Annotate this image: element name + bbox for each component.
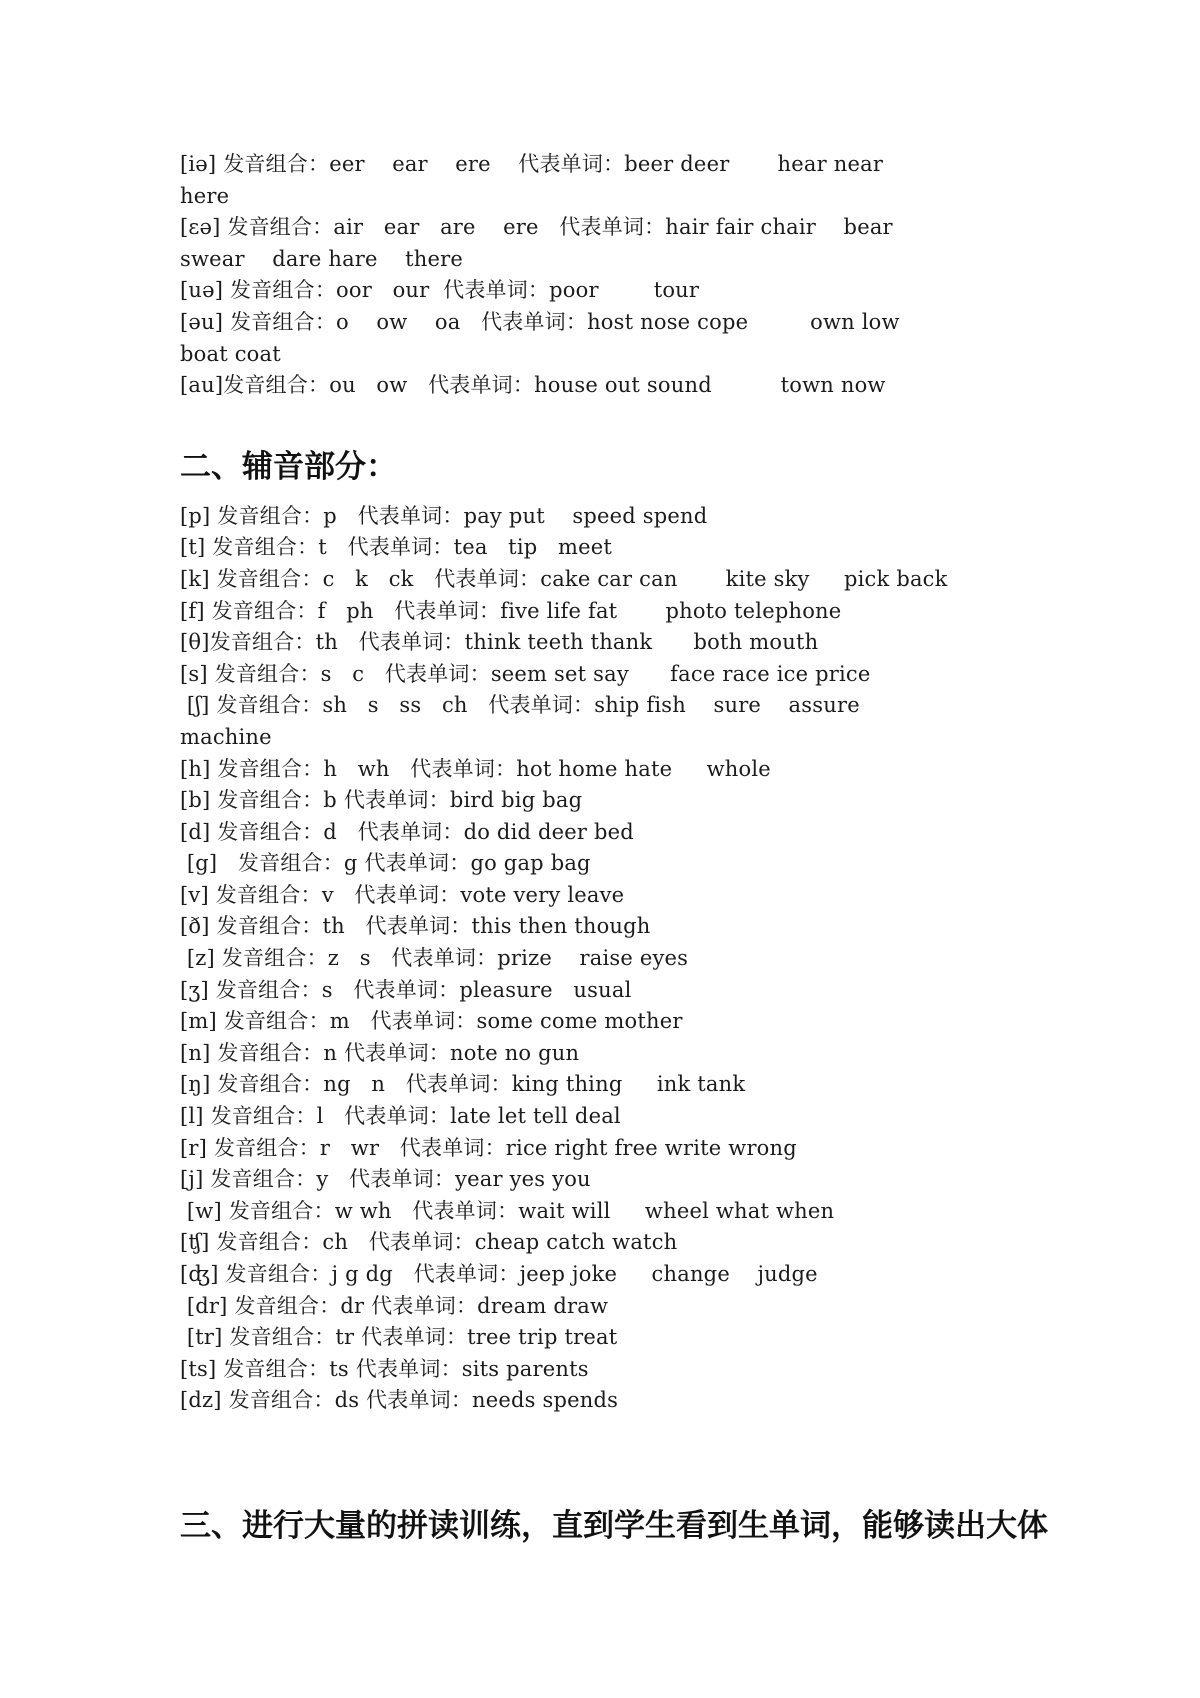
consonant-section xyxy=(180,501,1144,1417)
text-line: [əu] 发音组合：o ow oa 代表单词：host nose cope own low xyxy=(180,309,900,334)
text-line: [dz] 发音组合：ds 代表单词：needs spends xyxy=(180,1388,619,1413)
text-line: [b] 发音组合：b 代表单词：bird big bag xyxy=(180,788,583,813)
text-line: [l] 发音组合：l 代表单词：late let tell deal xyxy=(180,1104,621,1129)
text-line: [uə] 发音组合：oor our 代表单词：poor tour xyxy=(180,278,700,303)
text-line: swear dare hare there xyxy=(180,246,464,271)
text-line: [v] 发音组合：v 代表单词：vote very leave xyxy=(180,882,625,907)
text-line: [ts] 发音组合：ts 代表单词：sits parents xyxy=(180,1356,589,1381)
text-line: [d] 发音组合：d 代表单词：do did deer bed xyxy=(180,819,634,844)
text-line: [iə] 发音组合：eer ear ere 代表单词：beer deer hear near xyxy=(180,152,884,176)
text-line: [θ]发音组合：th 代表单词：think teeth thank both mouth xyxy=(180,630,819,655)
text-line: [j] 发音组合：y 代表单词：year yes you xyxy=(180,1167,591,1192)
consonant-section-heading: 二、辅音部分： xyxy=(180,448,397,485)
text-line: [g] 发音组合：g 代表单词：go gap bag xyxy=(180,851,591,876)
text-line: [f] 发音组合：f ph 代表单词：five life fat photo telephone xyxy=(180,598,842,623)
text-line: [ʤ] 发音组合：j g dg 代表单词：jeep joke change judge xyxy=(180,1262,818,1286)
text-line: [p] 发音组合：p 代表单词：pay put speed spend xyxy=(180,503,708,528)
text-line: [ɛə] 发音组合：air ear are ere 代表单词：hair fair chair bear xyxy=(180,215,893,240)
text-line: here xyxy=(180,183,230,208)
text-line: [au]发音组合：ou ow 代表单词：house out sound town now xyxy=(180,373,886,398)
text-line: [n] 发音组合：n 代表单词：note no gun xyxy=(180,1040,580,1065)
text-line: [s] 发音组合：s c 代表单词：seem set say face race ice price xyxy=(180,661,871,686)
text-line: [dr] 发音组合：dr 代表单词：dream draw xyxy=(180,1293,609,1318)
text-line: [ŋ] 发音组合：ng n 代表单词：king thing ink tank xyxy=(180,1072,746,1097)
text-line: [w] 发音组合：w wh 代表单词：wait will wheel what when xyxy=(180,1198,835,1223)
text-line: [z] 发音组合：z s 代表单词：prize raise eyes xyxy=(180,946,689,971)
text-line: [h] 发音组合：h wh 代表单词：hot home hate whole xyxy=(180,756,771,781)
text-line: [tr] 发音组合：tr 代表单词：tree trip treat xyxy=(180,1325,618,1350)
text-line: boat coat xyxy=(180,341,281,366)
text-line: [r] 发音组合：r wr 代表单词：rice right free write wrong xyxy=(180,1135,797,1160)
text-line: [ð] 发音组合：th 代表单词：this then though xyxy=(180,914,651,939)
text-line: machine xyxy=(180,724,272,749)
text-line: [ʒ] 发音组合：s 代表单词：pleasure usual xyxy=(180,977,632,1002)
text-line: [k] 发音组合：c k ck 代表单词：cake car can kite sky pick back xyxy=(180,566,948,591)
text-line: [ʃ] 发音组合：sh s ss ch 代表单词：ship fish sure assure xyxy=(180,693,860,718)
training-section-heading: 三、进行大量的拼读训练，直到学生看到生单词，能够读出大体 xyxy=(180,1507,1048,1544)
text-line: [m] 发音组合：m 代表单词：some come mother xyxy=(180,1009,683,1034)
text-line: [t] 发音组合：t 代表单词：tea tip meet xyxy=(180,535,613,560)
vowel-section xyxy=(180,149,1144,402)
text-line: [ʧ] 发音组合：ch 代表单词：cheap catch watch xyxy=(180,1230,678,1255)
